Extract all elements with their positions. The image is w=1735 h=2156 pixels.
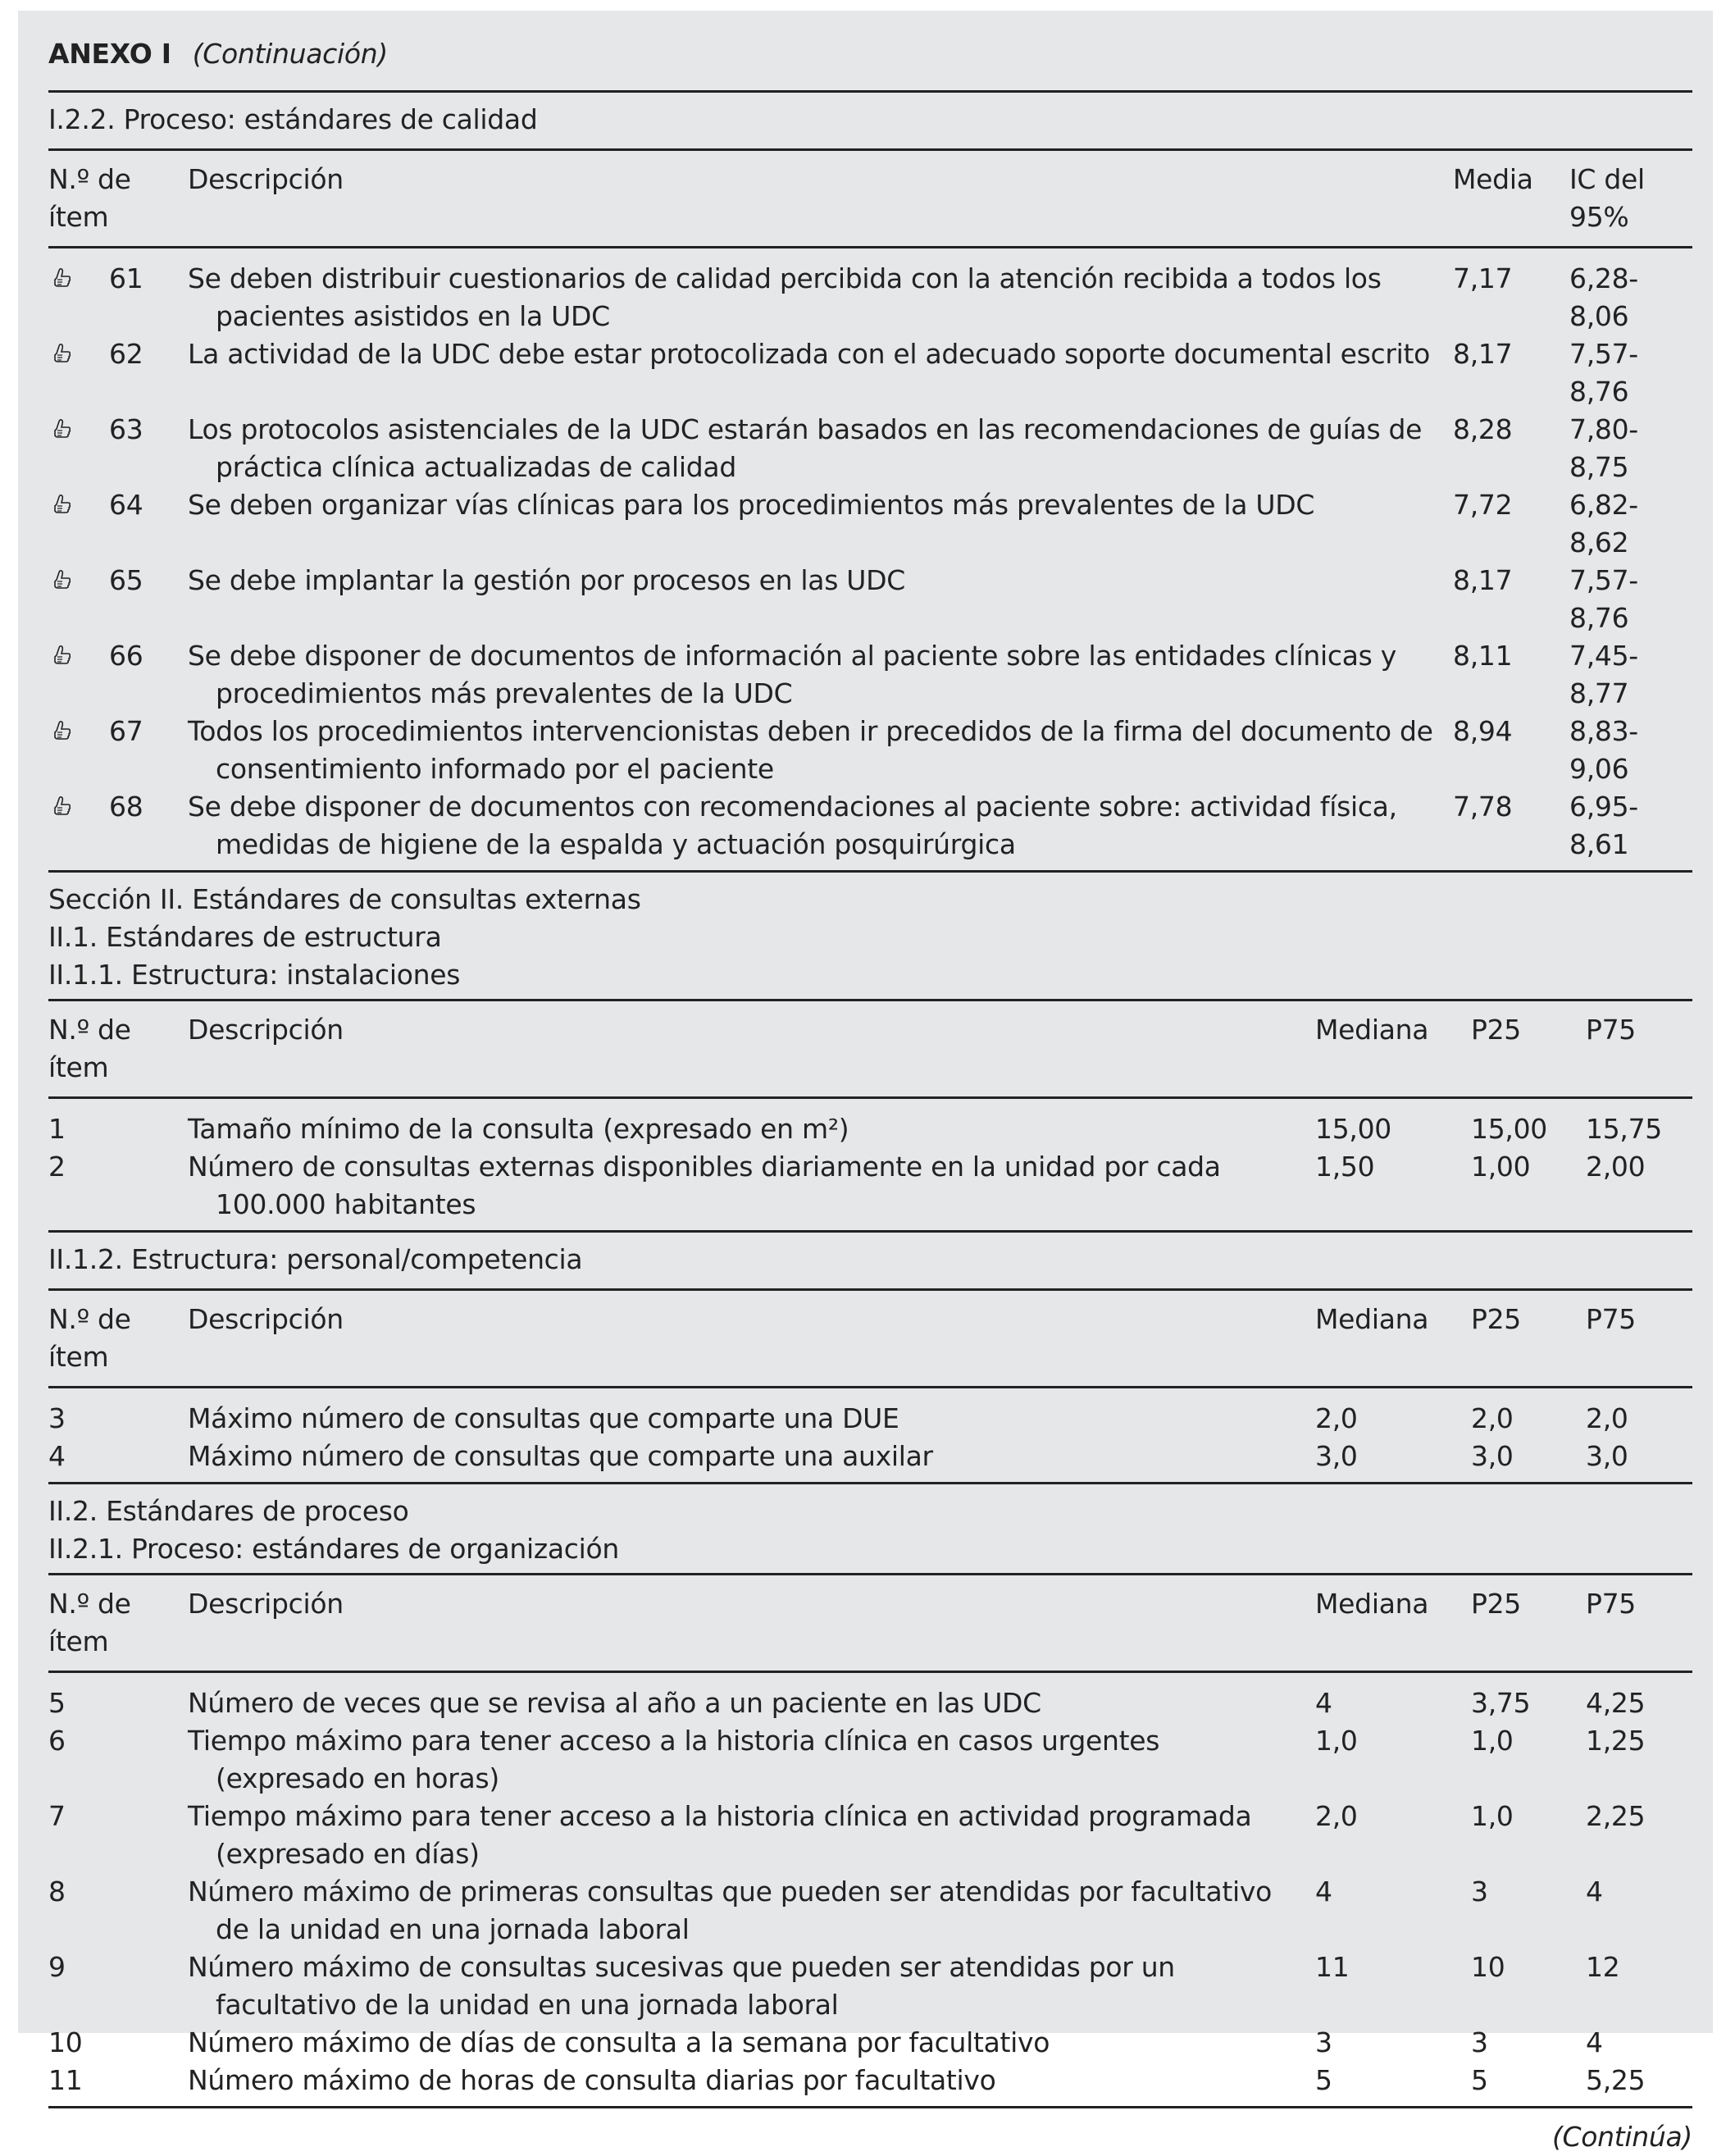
table-body-organization [48,1673,1692,2106]
row-item-number [48,713,188,788]
table-row [48,411,1692,486]
row-description-line1: Máximo número de consultas que comparte una auxilar [188,1440,933,1472]
row-media: 8,11 [1453,640,1513,672]
table-row [48,788,1692,864]
row-description-line1: Número máximo de días de consulta a la semana por facultativo [188,2026,1050,2058]
row-description-line2: (expresado en días) [216,1838,480,1870]
col-header-mediana: Mediana [1315,1014,1429,1046]
row-p75: 15,75 [1586,1113,1662,1145]
col-header-mediana: Mediana [1315,1303,1429,1335]
row-item-number [48,411,188,486]
row-p75: 1,25 [1586,1725,1646,1757]
table-row [48,1798,1692,1873]
section-heading: II.2.1. Proceso: estándares de organización [48,1533,620,1565]
table-row [48,335,1692,411]
row-ci95: 7,57-8,76 [1569,564,1638,634]
row-description-line2: de la unidad en una jornada laboral [216,1913,690,1945]
row-media: 8,94 [1453,715,1513,747]
row-description [188,2062,1315,2099]
row-description-line1: Número máximo de consultas sucesivas que pueden ser atendidas por un [188,1951,1175,1983]
row-description-line1: Se debe implantar la gestión por procesos en las UDC [188,564,906,596]
row-media: 7,78 [1453,791,1513,823]
table-header [48,1001,1692,1096]
section-heading: Sección II. Estándares de consultas externas [48,883,641,915]
row-p75: 4 [1586,1876,1603,1908]
thumbs-up-icon [48,486,109,524]
row-description [188,788,1453,864]
row-p25: 2,0 [1471,1402,1514,1434]
row-item-number: 5 [48,1687,66,1719]
row-description-line2: 100.000 habitantes [216,1188,476,1220]
table-body-quality [48,248,1692,870]
row-description [188,1949,1315,2024]
row-p25: 3 [1471,2026,1488,2058]
row-media: 8,17 [1453,338,1513,370]
row-p25: 10 [1471,1951,1505,1983]
row-mediana: 3,0 [1315,1440,1358,1472]
continues-note: (Continúa) [1551,2121,1692,2153]
thumbs-up-icon [48,562,109,599]
col-header-ic-line1: IC del [1569,163,1645,195]
row-mediana: 4 [1315,1876,1332,1908]
col-header-desc: Descripción [188,1303,344,1335]
row-description [188,1110,1315,1148]
table-body-installations [48,1099,1692,1230]
row-p25: 1,0 [1471,1800,1514,1832]
row-description-line2: pacientes asistidos en la UDC [216,300,610,332]
row-item-number: 8 [48,1876,66,1908]
row-mediana: 4 [1315,1687,1332,1719]
row-media: 7,72 [1453,489,1513,521]
row-item-number-value: 62 [109,338,143,370]
row-mediana: 5 [1315,2064,1332,2096]
col-header-p75: P75 [1586,1303,1636,1335]
col-header-num-line1: N.º de [48,1303,131,1335]
row-item-number: 10 [48,2026,83,2058]
section-heading: II.1.1. Estructura: instalaciones [48,959,461,991]
row-description-line1: Número máximo de horas de consulta diarias por facultativo [188,2064,996,2096]
row-p75: 2,00 [1586,1151,1646,1183]
row-description-line1: Se deben distribuir cuestionarios de calidad percibida con la atención recibida a todos los [188,262,1382,294]
row-p75: 4 [1586,2026,1603,2058]
row-p25: 5 [1471,2064,1488,2096]
col-header-ic-line2: 95% [1569,201,1629,233]
row-description-line1: Tiempo máximo para tener acceso a la historia clínica en actividad programada [188,1800,1252,1832]
col-header-num-line1: N.º de [48,163,131,195]
row-item-number-value: 65 [109,564,143,596]
row-item-number-value: 66 [109,640,143,672]
row-description [188,1722,1315,1798]
table-row [48,1873,1692,1949]
row-mediana: 11 [1315,1951,1350,1983]
row-mediana: 3 [1315,2026,1332,2058]
table-row [48,1148,1692,1224]
table-row [48,2062,1692,2099]
col-header-num [48,1585,188,1661]
annex-title-label: ANEXO I [48,38,171,70]
row-p75: 3,0 [1586,1440,1628,1472]
section-heading-group [48,1484,1692,1573]
row-mediana: 1,50 [1315,1151,1375,1183]
table-row [48,2024,1692,2062]
row-ci95: 7,80-8,75 [1569,413,1638,483]
table-row [48,1438,1692,1475]
row-p25: 3 [1471,1876,1488,1908]
row-ci95: 6,95-8,61 [1569,791,1638,860]
row-item-number: 3 [48,1402,66,1434]
row-description-line1: Los protocolos asistenciales de la UDC estarán basados en las recomendaciones de guías de [188,413,1423,445]
row-description [188,486,1453,562]
row-item-number-value: 61 [109,262,143,294]
row-item-number-value: 67 [109,715,143,747]
table-body-staff [48,1388,1692,1482]
row-item-number [48,562,188,637]
row-item-number [48,637,188,713]
row-item-number [48,260,188,335]
row-description-line1: Número máximo de primeras consultas que pueden ser atendidas por facultativo [188,1876,1272,1908]
annex-title [48,11,1692,90]
col-header-p75: P75 [1586,1014,1636,1046]
col-header-p25: P25 [1471,1014,1521,1046]
table-row [48,637,1692,713]
row-description-line1: La actividad de la UDC debe estar protocolizada con el adecuado soporte documental escrito [188,338,1431,370]
row-p25: 15,00 [1471,1113,1547,1145]
table-header [48,151,1692,246]
row-mediana: 1,0 [1315,1725,1358,1757]
row-media: 8,28 [1453,413,1513,445]
col-header-num [48,1011,188,1087]
row-description [188,1798,1315,1873]
row-description-line1: Se deben organizar vías clínicas para los procedimientos más prevalentes de la UDC [188,489,1315,521]
annex-panel [18,11,1713,2153]
row-item-number-value: 63 [109,413,143,445]
row-media: 8,17 [1453,564,1513,596]
row-item-number [48,335,188,411]
table-row [48,1949,1692,2024]
thumbs-up-icon [48,411,109,449]
col-header-desc: Descripción [188,163,344,195]
row-ci95: 6,28-8,06 [1569,262,1638,332]
col-header-desc: Descripción [188,1014,344,1046]
row-p75: 12 [1586,1951,1620,1983]
row-item-number: 2 [48,1151,66,1183]
section-heading: II.1.2. Estructura: personal/competencia [48,1243,583,1275]
row-description-line2: facultativo de la unidad en una jornada laboral [216,1989,839,2021]
annex-title-continuation: (Continuación) [192,38,388,70]
row-item-number: 1 [48,1113,66,1145]
row-description-line2: medidas de higiene de la espalda y actuación posquirúrgica [216,828,1016,860]
row-item-number: 7 [48,1800,66,1832]
thumbs-up-icon [48,335,109,373]
table-row [48,1722,1692,1798]
col-header-p25: P25 [1471,1588,1521,1620]
row-ci95: 7,57-8,76 [1569,338,1638,408]
thumbs-up-icon [48,637,109,675]
row-description [188,1438,1315,1475]
row-description-line2: (expresado en horas) [216,1762,499,1794]
table-row [48,1684,1692,1722]
col-header-num-line2: ítem [48,1341,109,1373]
col-header-p25: P25 [1471,1303,1521,1335]
row-item-number [48,486,188,562]
table-row [48,713,1692,788]
section-heading: II.2. Estándares de proceso [48,1495,409,1527]
row-description-line1: Se debe disponer de documentos con recomendaciones al paciente sobre: actividad física, [188,791,1397,823]
col-header-desc: Descripción [188,1588,344,1620]
col-header-ic [1569,161,1692,236]
col-header-num [48,1301,188,1376]
row-p25: 3,75 [1471,1687,1531,1719]
row-p25: 1,00 [1471,1151,1531,1183]
row-ci95: 6,82-8,62 [1569,489,1638,558]
table-row [48,1400,1692,1438]
row-description-line2: práctica clínica actualizadas de calidad [216,451,736,483]
row-description-line1: Se debe disponer de documentos de información al paciente sobre las entidades clínicas y [188,640,1396,672]
table-header [48,1291,1692,1386]
row-description [188,1873,1315,1949]
row-item-number-value: 68 [109,791,143,823]
col-header-media: Media [1453,163,1533,195]
row-p25: 3,0 [1471,1440,1514,1472]
row-media: 7,17 [1453,262,1513,294]
row-mediana: 2,0 [1315,1800,1358,1832]
row-description-line1: Número de consultas externas disponibles diariamente en la unidad por cada [188,1151,1221,1183]
col-header-mediana: Mediana [1315,1588,1429,1620]
row-description-line1: Número de veces que se revisa al año a un paciente en las UDC [188,1687,1041,1719]
thumbs-up-icon [48,713,109,750]
row-description [188,1400,1315,1438]
row-p75: 5,25 [1586,2064,1646,2096]
row-p75: 4,25 [1586,1687,1646,1719]
row-mediana: 2,0 [1315,1402,1358,1434]
row-item-number: 4 [48,1440,66,1472]
table-row [48,260,1692,335]
section-heading: II.1. Estándares de estructura [48,921,442,953]
table-header [48,1575,1692,1671]
row-ci95: 8,83-9,06 [1569,715,1638,785]
row-item-number: 6 [48,1725,66,1757]
row-description [188,713,1453,788]
row-item-number: 9 [48,1951,66,1983]
thumbs-up-icon [48,260,109,298]
col-header-num [48,161,188,236]
row-description [188,411,1453,486]
table-row [48,562,1692,637]
row-description [188,260,1453,335]
row-description [188,637,1453,713]
row-description [188,335,1453,411]
row-description [188,2024,1315,2062]
row-description-line2: procedimientos más prevalentes de la UDC [216,677,793,709]
table-row [48,486,1692,562]
col-header-p75: P75 [1586,1588,1636,1620]
row-description [188,1684,1315,1722]
row-item-number: 11 [48,2064,83,2096]
section-heading: I.2.2. Proceso: estándares de calidad [48,103,538,135]
col-header-num-line2: ítem [48,1625,109,1657]
row-description-line1: Tiempo máximo para tener acceso a la historia clínica en casos urgentes [188,1725,1160,1757]
row-description [188,562,1453,637]
row-description-line1: Todos los procedimientos intervencionistas deben ir precedidos de la firma del documento de [188,715,1433,747]
row-ci95: 7,45-8,77 [1569,640,1638,709]
row-item-number [48,788,188,864]
row-p75: 2,25 [1586,1800,1646,1832]
row-p25: 1,0 [1471,1725,1514,1757]
annex-content [48,11,1692,2156]
row-p75: 2,0 [1586,1402,1628,1434]
col-header-num-line1: N.º de [48,1014,131,1046]
row-description-line1: Tamaño mínimo de la consulta (expresado en m²) [188,1113,849,1145]
col-header-num-line2: ítem [48,1051,109,1083]
thumbs-up-icon [48,788,109,826]
col-header-num-line2: ítem [48,201,109,233]
table-row [48,1110,1692,1148]
row-mediana: 15,00 [1315,1113,1391,1145]
row-description-line2: consentimiento informado por el paciente [216,753,774,785]
row-description-line1: Máximo número de consultas que comparte una DUE [188,1402,899,1434]
row-item-number-value: 64 [109,489,143,521]
section-heading-group [48,873,1692,999]
row-description [188,1148,1315,1224]
col-header-num-line1: N.º de [48,1588,131,1620]
